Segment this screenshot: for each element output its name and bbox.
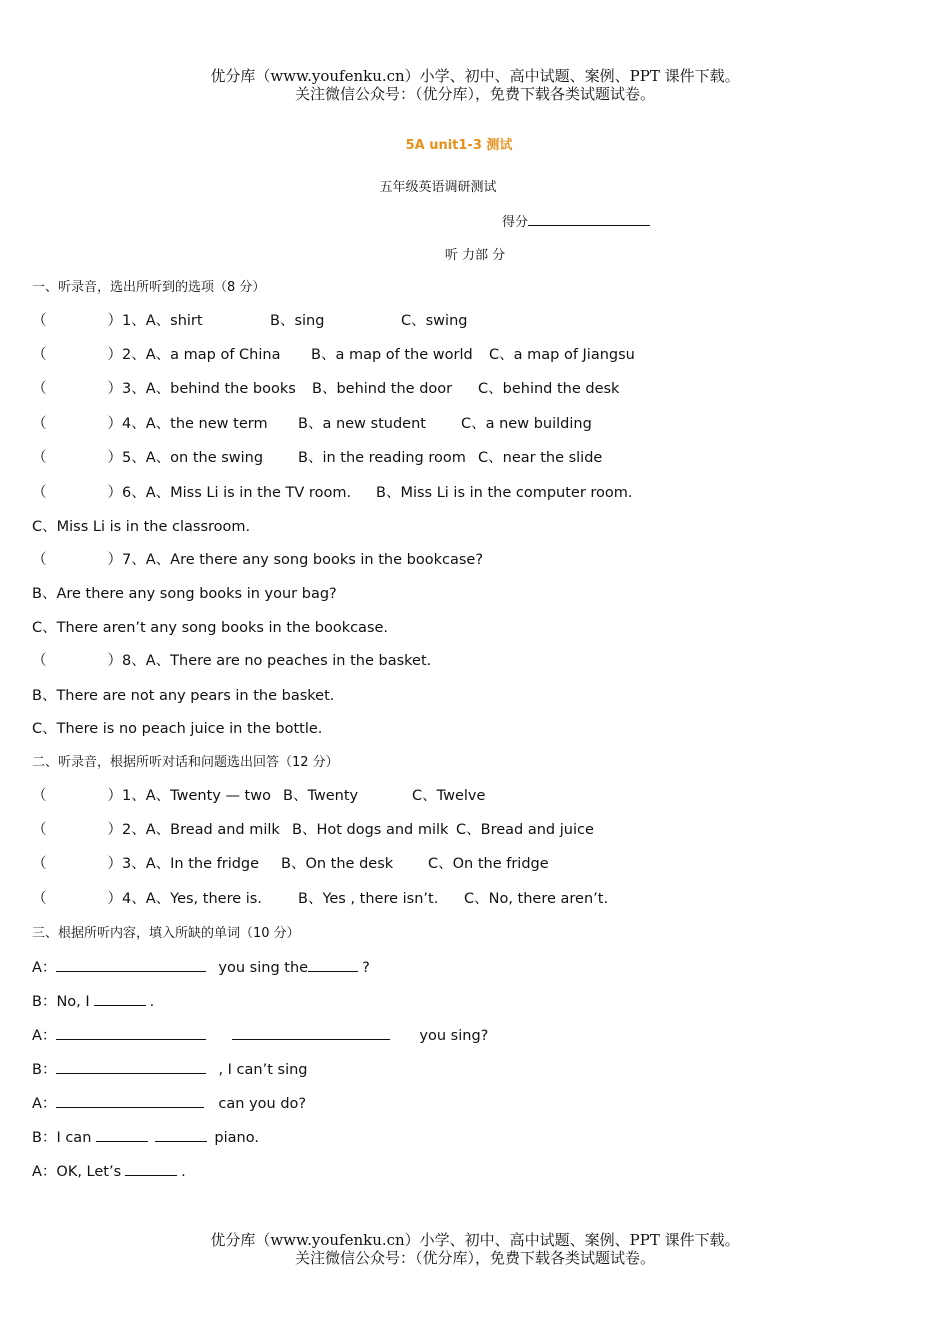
part-label: 听 力部 分 [444, 248, 506, 263]
dialog-line: B：I can piano. [32, 1126, 259, 1148]
question-row: （ ） 3、A、behind the books B、behind the door C、behind the desk [32, 381, 620, 397]
site-header-line2: 关注微信公众号：（优分库），免费下载各类试题试卷。 [294, 85, 655, 103]
question-row: （ ） 1、A、Twenty — two B、Twenty C、Twelve [32, 788, 486, 804]
answer-option: C、Miss Li is in the classroom. [32, 519, 251, 535]
subtitle: 五年级英语调研测试 [379, 180, 497, 195]
answer-blank[interactable] [56, 1092, 204, 1108]
score-field [0, 210, 650, 230]
dialog-line: A： can you do? [32, 1092, 306, 1114]
site-header-line1: 优分库（www.youfenku.cn）小学、初中、高中试题、案例、PPT 课件下载。 [210, 67, 740, 85]
answer-option: C、There is no peach juice in the bottle. [32, 721, 323, 737]
site-footer-line2: 关注微信公众号：（优分库），免费下载各类试题试卷。 [294, 1249, 655, 1267]
answer-option: B、There are not any pears in the basket. [32, 688, 335, 704]
question-row: （ ） 8、A、There are no peaches in the basket. [32, 653, 432, 669]
section1-heading: 一、听录音，选出所听到的选项（8 分） [32, 280, 266, 295]
answer-blank[interactable] [308, 956, 358, 972]
answer-blank[interactable] [56, 1024, 206, 1040]
dialog-line: A：OK, Let’s . [32, 1160, 186, 1182]
question-row: （ ） 2、A、Bread and milk B、Hot dogs and milk C、Bread and juice [32, 822, 594, 838]
answer-blank[interactable] [56, 956, 206, 972]
answer-option: C、There aren’t any song books in the bookcase. [32, 620, 389, 636]
answer-blank[interactable] [94, 990, 146, 1006]
question-row: （ ） 4、A、Yes, there is. B、Yes , there isn’t. C、No, there aren’t. [32, 891, 609, 907]
dialog-line: A： you sing? [32, 1024, 488, 1046]
question-row: （ ） 3、A、In the fridge B、On the desk C、On the fridge [32, 856, 549, 872]
section3-heading: 三、根据所听内容，填入所缺的单词（10 分） [32, 926, 300, 941]
dialog-line: B： , I can’t sing [32, 1058, 308, 1080]
answer-blank[interactable] [232, 1024, 390, 1040]
dialog-line: A： you sing the ? [32, 956, 370, 978]
answer-blank[interactable] [96, 1126, 148, 1142]
dialog-line: B：No, I . [32, 990, 154, 1012]
question-row: （ ） 7、A、Are there any song books in the bookcase? [32, 552, 484, 568]
question-row: （ ） 6、A、Miss Li is in the TV room. B、Miss Li is in the computer room. [32, 485, 633, 501]
score-label: 得分 [502, 215, 529, 230]
score-blank [528, 210, 650, 226]
question-row: （ ） 1、A、shirt B、sing C、swing [32, 313, 468, 329]
page-title: 5A unit1-3 测试 [405, 138, 513, 153]
answer-option: B、Are there any song books in your bag? [32, 586, 337, 602]
answer-blank[interactable] [155, 1126, 207, 1142]
question-row: （ ） 5、A、on the swing B、in the reading room C、near the slide [32, 450, 603, 466]
answer-blank[interactable] [125, 1160, 177, 1176]
question-row: （ ） 4、A、the new term B、a new student C、a new building [32, 416, 592, 432]
question-row: （ ） 2、A、a map of China B、a map of the world C、a map of Jiangsu [32, 347, 635, 363]
section2-heading: 二、听录音，根据所听对话和问题选出回答（12 分） [32, 755, 339, 770]
answer-blank[interactable] [56, 1058, 206, 1074]
site-footer-line1: 优分库（www.youfenku.cn）小学、初中、高中试题、案例、PPT 课件下载。 [210, 1231, 740, 1249]
